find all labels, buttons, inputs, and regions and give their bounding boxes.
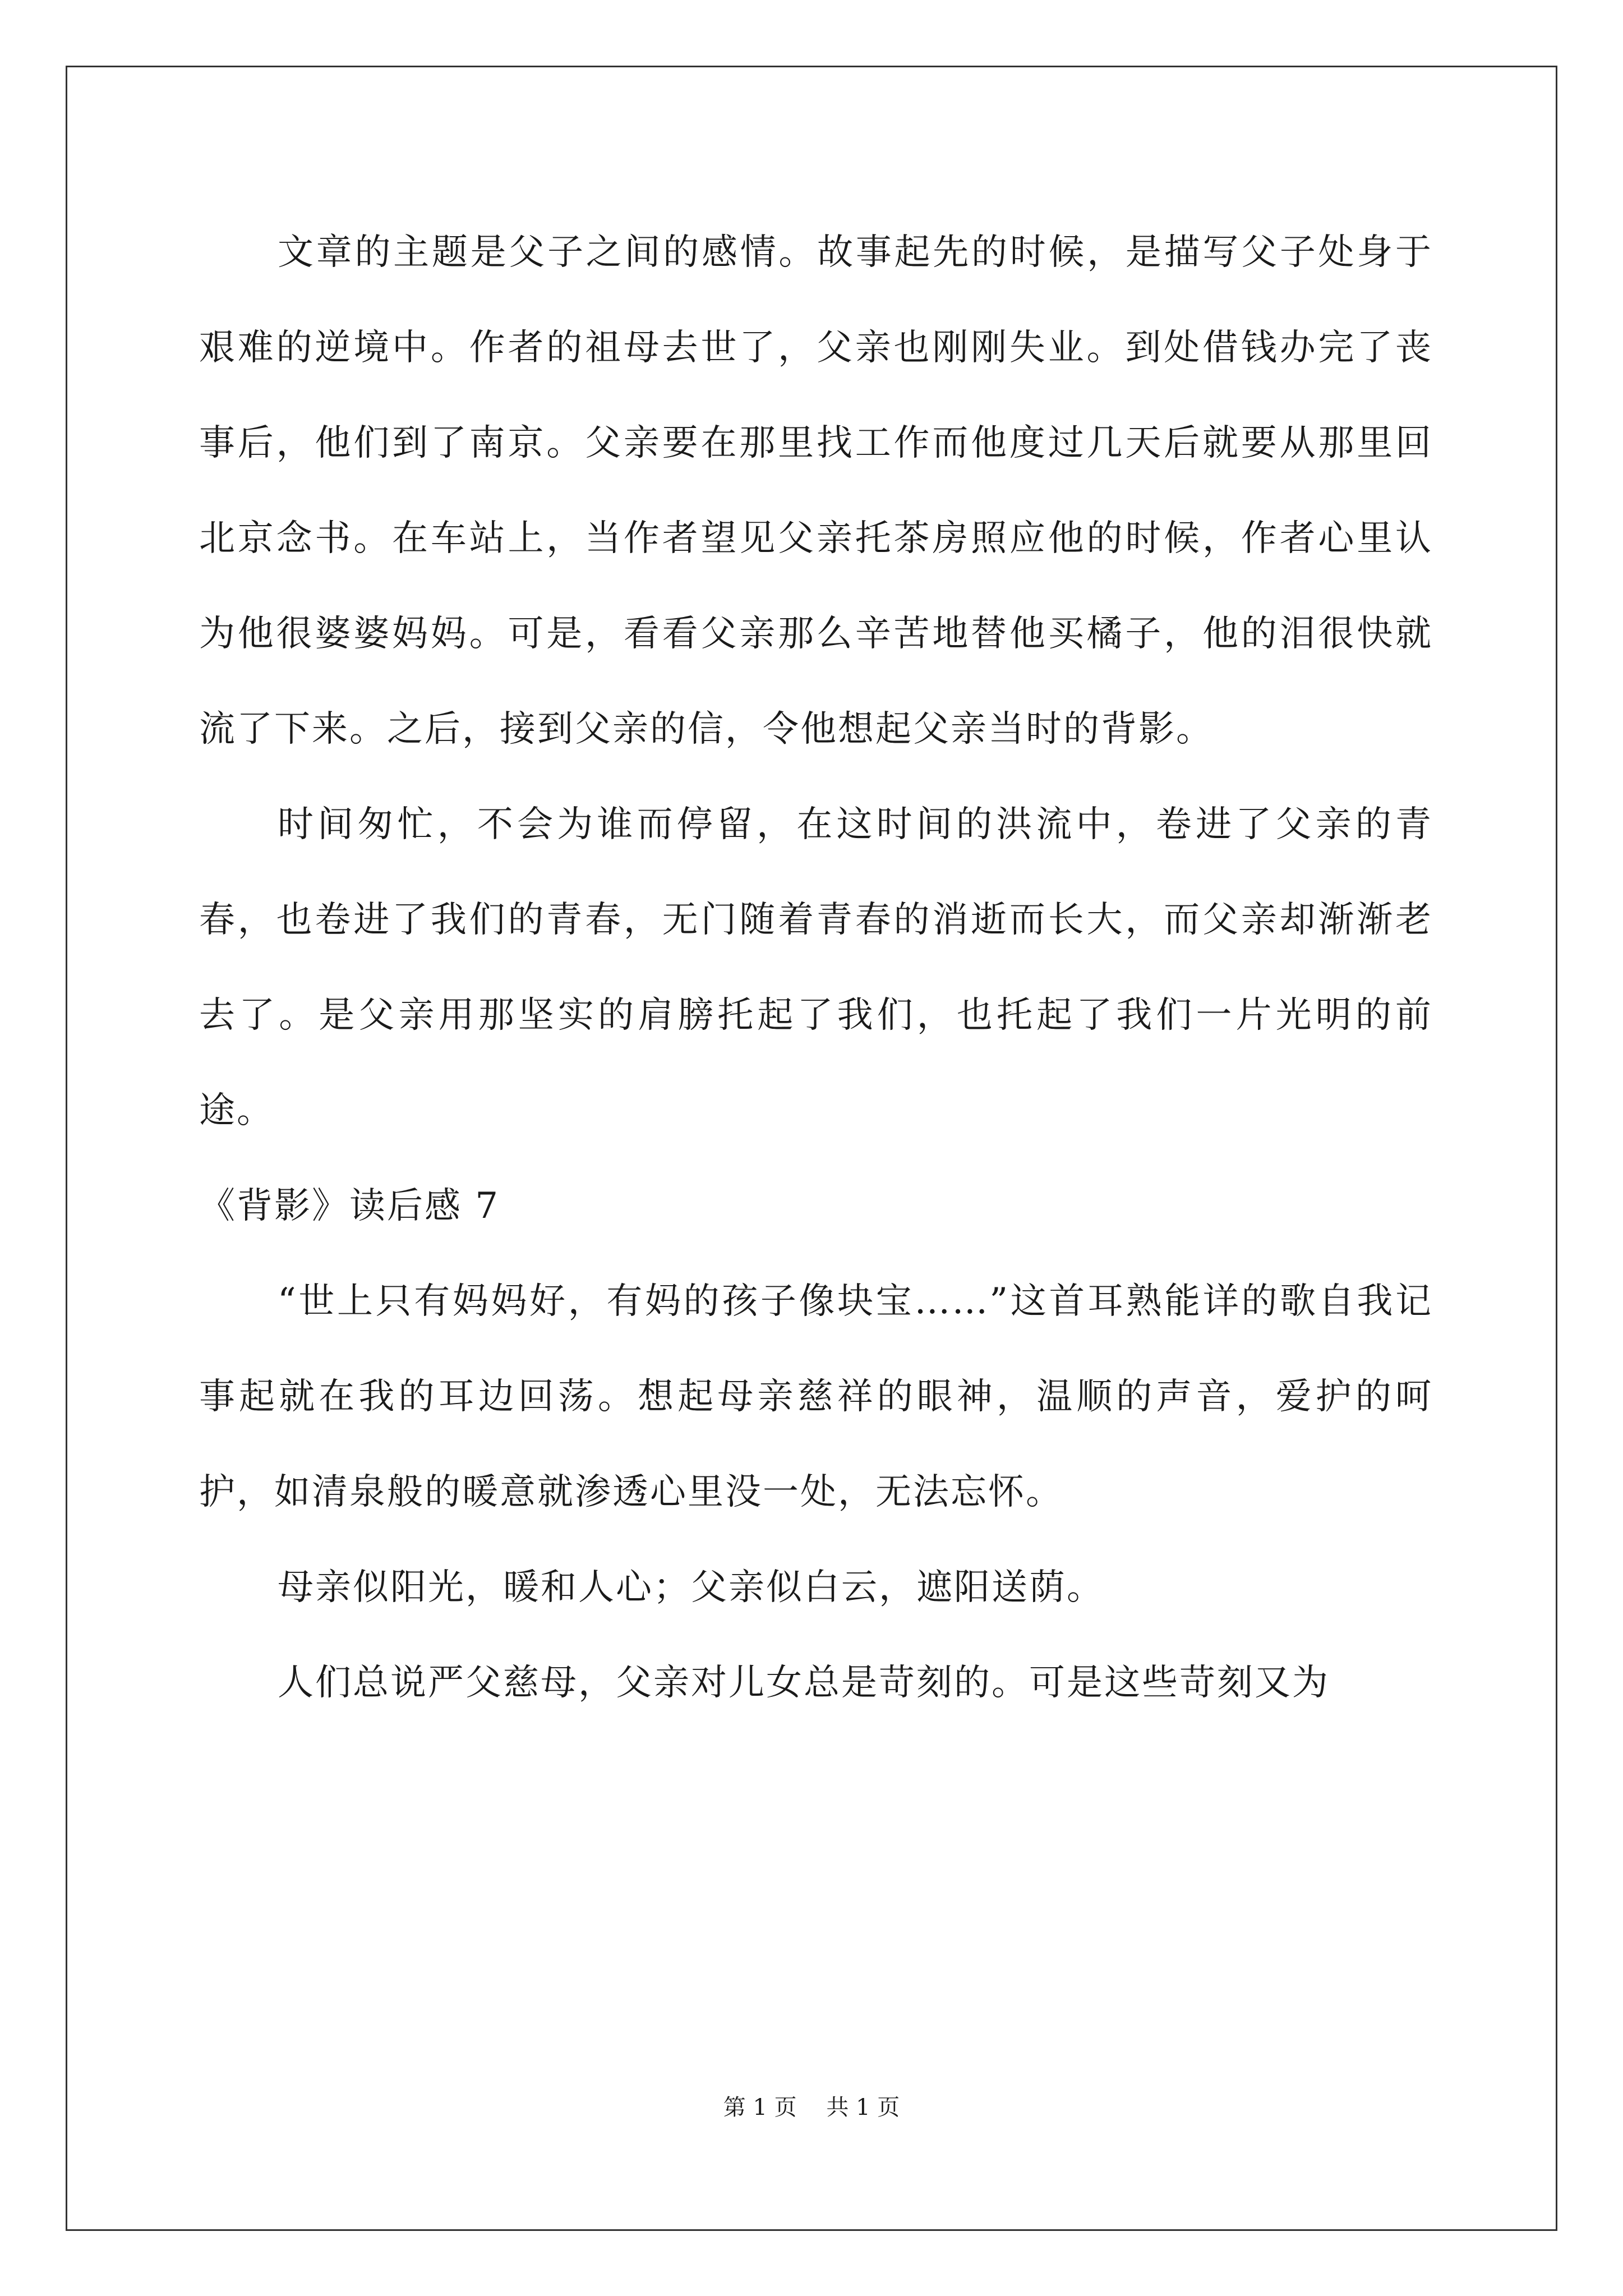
page-footer — [0, 2093, 1623, 2122]
page-number: 第 1 页 — [723, 2095, 797, 2120]
paragraph: 人们总说严父慈母，父亲对儿女总是苛刻的。可是这些苛刻又为 — [278, 1662, 1330, 1704]
document-body — [199, 205, 1433, 1731]
paragraph: 文章的主题是父子之间的感情。故事起先的时候，是描写父子处身于艰难的逆境中。作者的祖母去世了，父亲也刚刚失业。到处借钱办完了丧事后，他们到了南京。父亲要在那里找工作而他度过几天后就要从那里回北京念书。在车站上，当作者望见父亲托茶房照应他的时候，作者心里认为他很婆婆妈妈。可是，看看父亲那么辛苦地替他买橘子，他的泪很快就流了下来。之后，接到父亲的信，令他想起父亲当时的背影。 — [199, 232, 1433, 750]
paragraph: 母亲似阳光，暖和人心；父亲似白云，遮阳送荫。 — [278, 1567, 1104, 1608]
paragraph: 时间匆忙，不会为谁而停留，在这时间的洪流中，卷进了父亲的青春，也卷进了我们的青春，无门随着青春的消逝而长大，而父亲却渐渐老去了。是父亲用那坚实的肩膀托起了我们，也托起了我们一片光明的前途。 — [199, 804, 1433, 1131]
paragraph: “世上只有妈妈好，有妈的孩子像块宝……”这首耳熟能详的歌自我记事起就在我的耳边回荡。想起母亲慈祥的眼神，温顺的声音，爱护的呵护，如清泉般的暖意就渗透心里没一处，无法忘怀。 — [199, 1281, 1433, 1513]
page-total: 共 1 页 — [826, 2095, 900, 2120]
section-heading: 《背影》读后感 7 — [199, 1185, 500, 1227]
